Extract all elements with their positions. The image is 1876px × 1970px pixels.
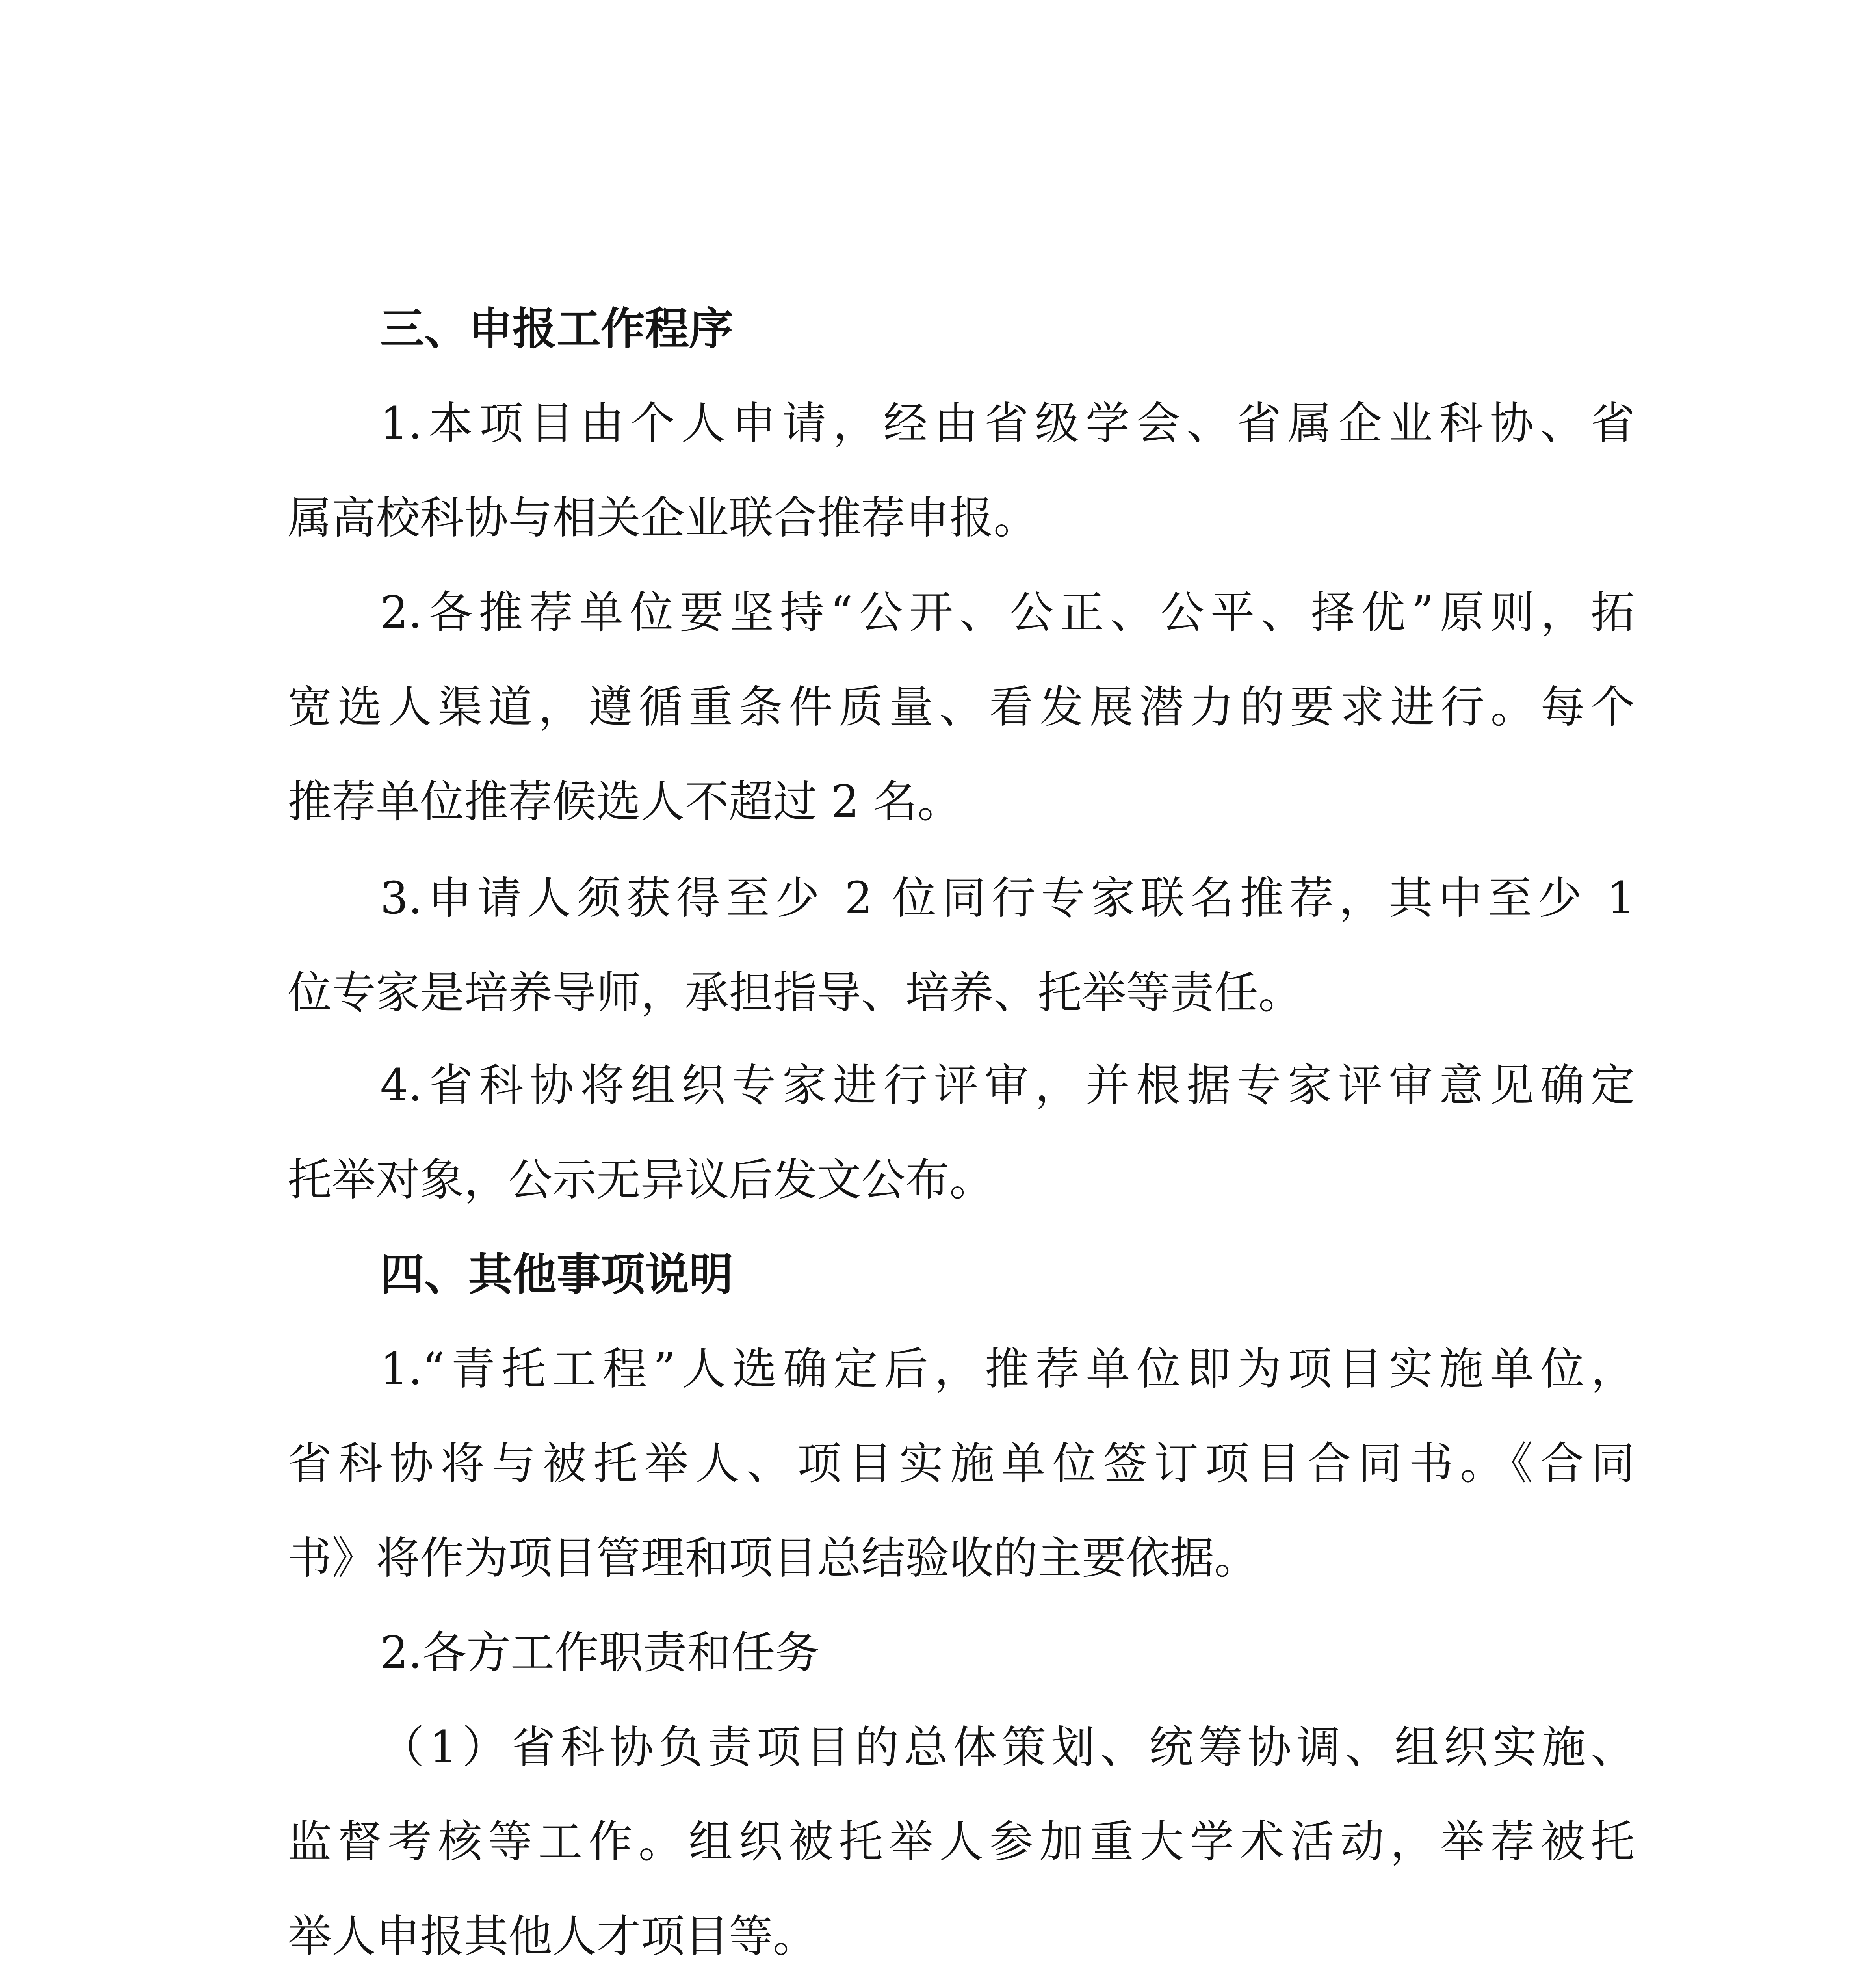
paragraph-line: 书》将作为项目管理和项目总结验收的主要依据。 <box>288 1533 1258 1584</box>
paragraph-line: 2.各推荐单位要坚持“公开、公正、公平、择优”原则，拓 <box>380 587 1635 638</box>
paragraph-line: 举人申报其他人才项目等。 <box>288 1911 817 1962</box>
paragraph-line: 托举对象，公示无异议后发文公布。 <box>288 1154 994 1206</box>
paragraph-line: 宽选人渠道，遵循重条件质量、看发展潜力的要求进行。每个 <box>288 682 1635 733</box>
paragraph-line: 省科协将与被托举人、项目实施单位签订项目合同书。《合同 <box>288 1438 1635 1489</box>
subheading-line: 2.各方工作职责和任务 <box>380 1627 819 1678</box>
section-heading-other-matters: 四、其他事项说明 <box>380 1249 733 1300</box>
paragraph-line: 1.本项目由个人申请，经由省级学会、省属企业科协、省 <box>380 398 1635 449</box>
paragraph-line: 监督考核等工作。组织被托举人参加重大学术活动，举荐被托 <box>288 1816 1635 1868</box>
paragraph-line: 1.“青托工程”人选确定后，推荐单位即为项目实施单位， <box>380 1344 1635 1395</box>
paragraph-line: （1）省科协负责项目的总体策划、统筹协调、组织实施、 <box>380 1722 1635 1773</box>
paragraph-line: 属高校科协与相关企业联合推荐申报。 <box>288 492 1038 544</box>
section-heading-application-procedure: 三、申报工作程序 <box>380 303 733 355</box>
paragraph-line: 3.申请人须获得至少 2 位同行专家联名推荐，其中至少 1 <box>380 873 1635 924</box>
paragraph-line: 位专家是培养导师，承担指导、培养、托举等责任。 <box>288 967 1302 1018</box>
paragraph-line: 推荐单位推荐候选人不超过 2 名。 <box>288 776 962 827</box>
paragraph-line: 4.省科协将组织专家进行评审，并根据专家评审意见确定 <box>380 1060 1635 1111</box>
